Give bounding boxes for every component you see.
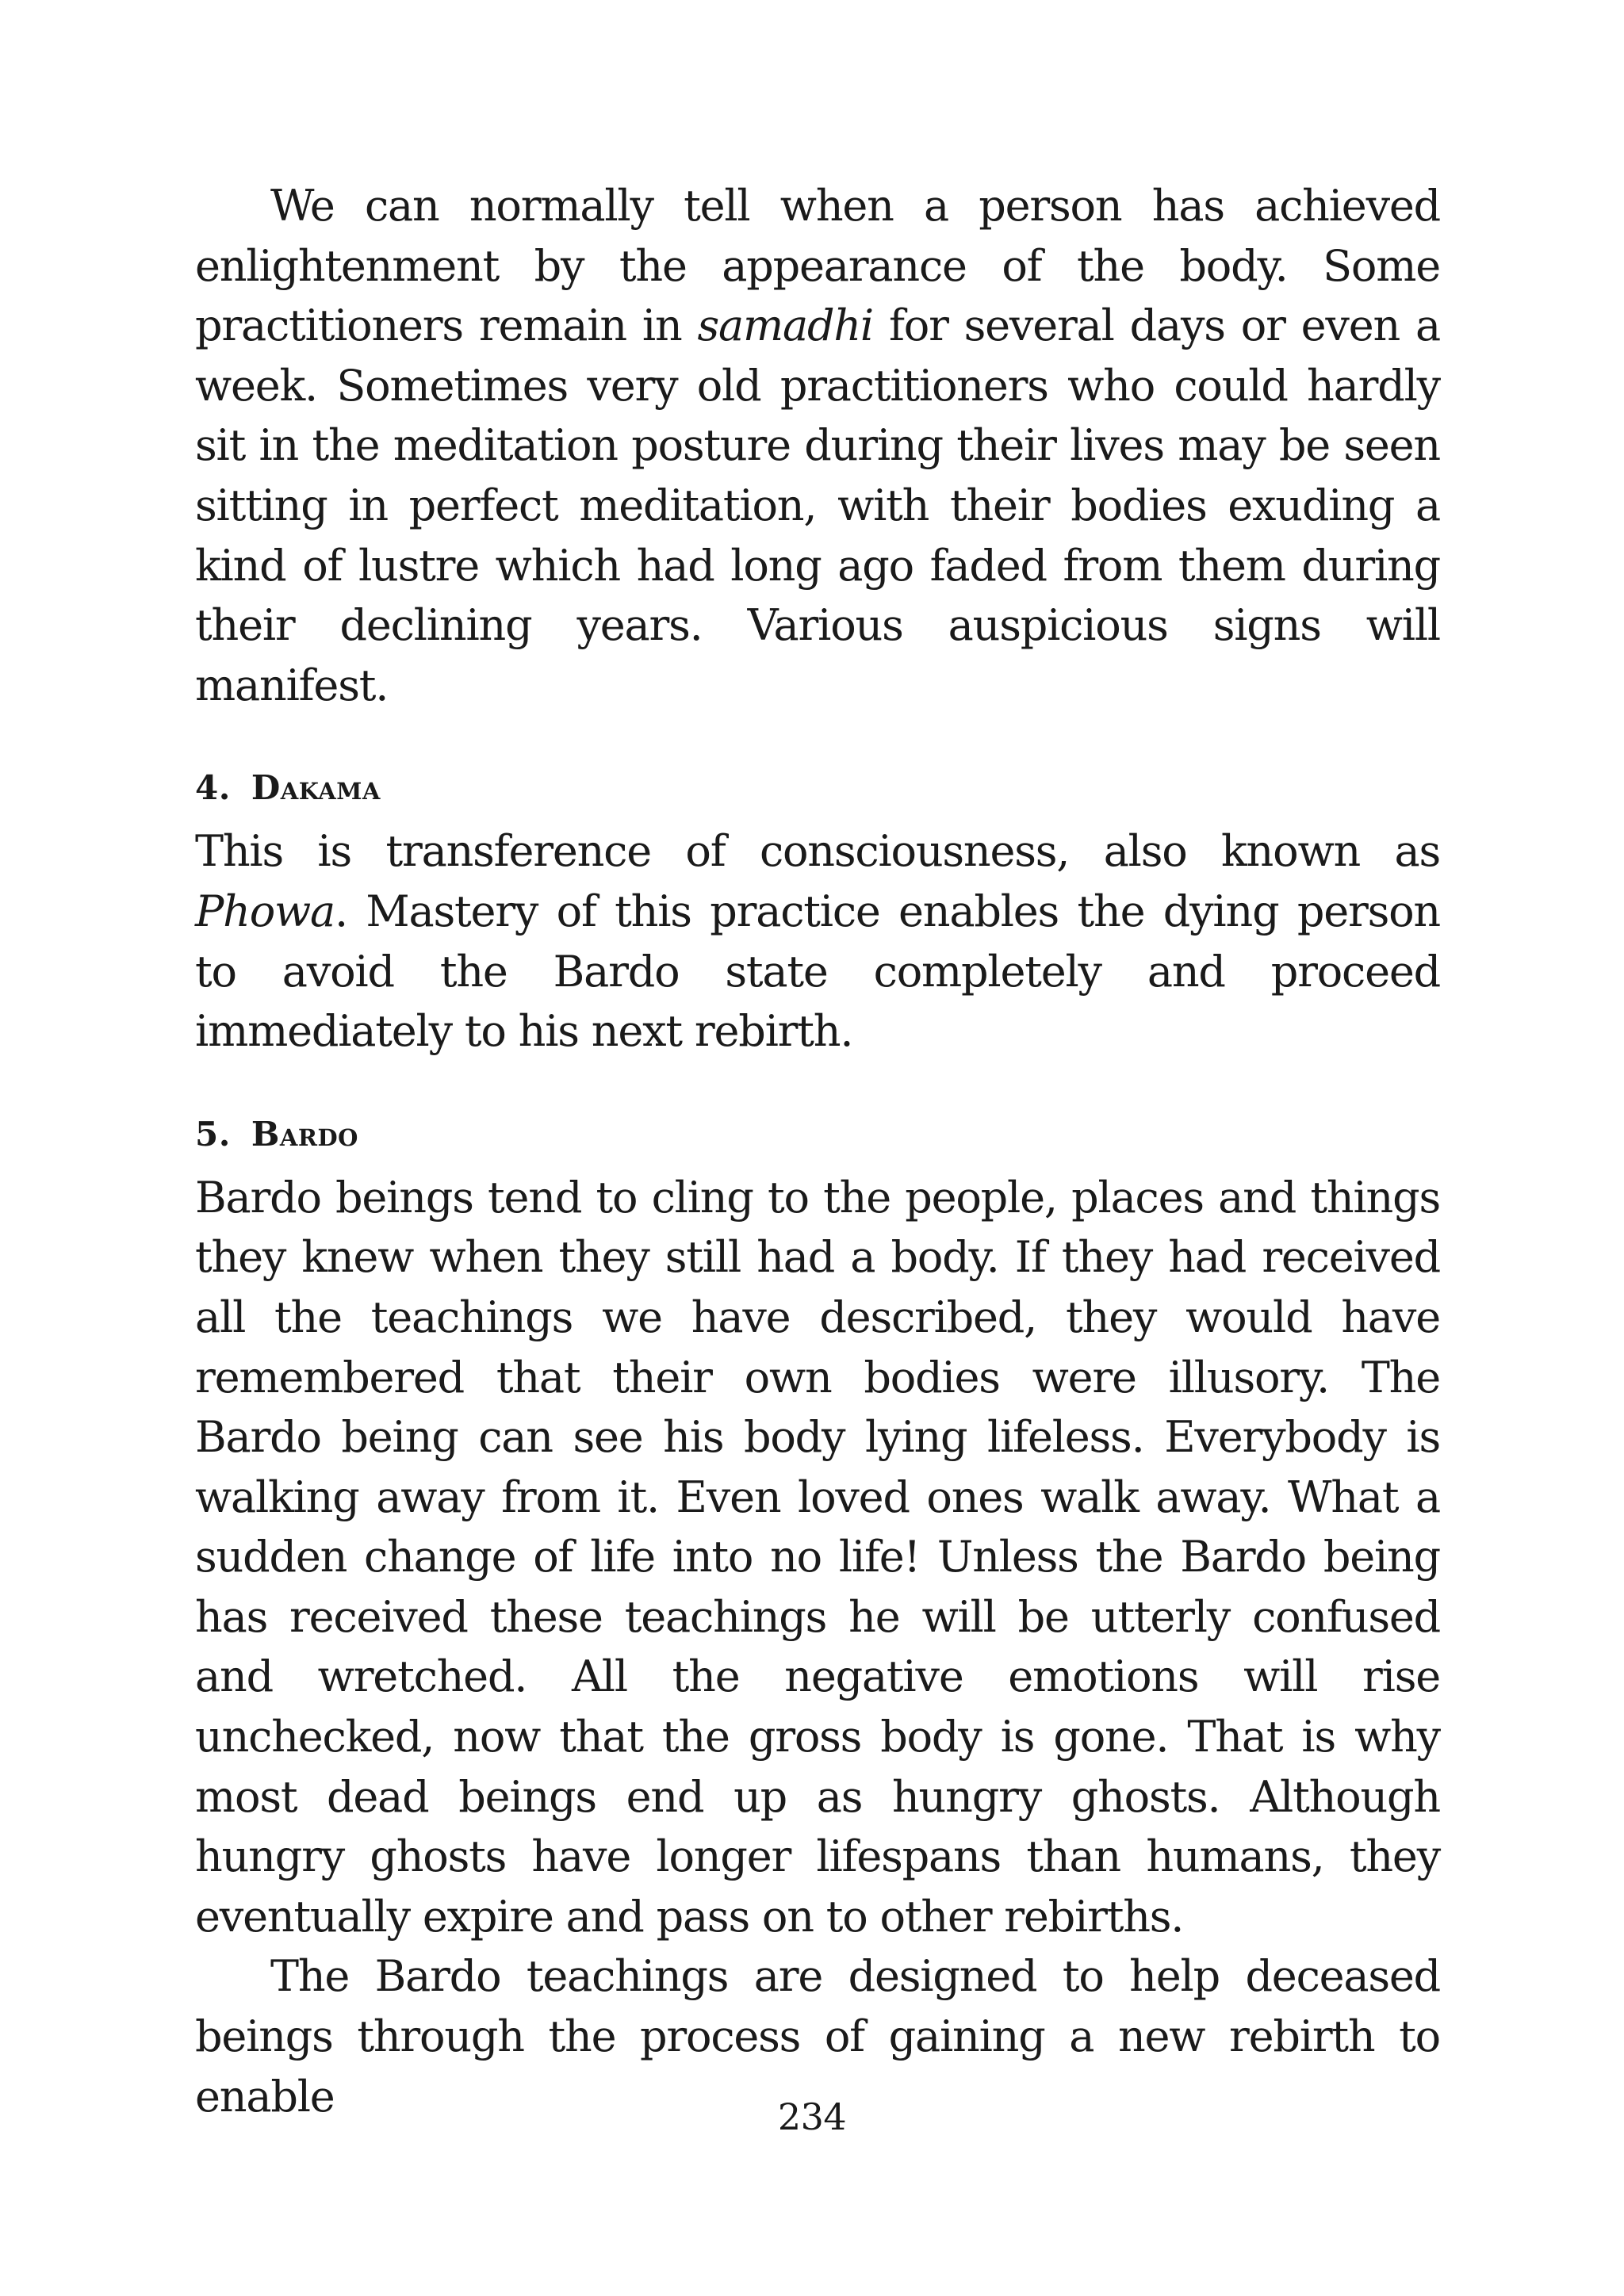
section-heading-dakama	[195, 764, 1440, 812]
paragraph-bardo-teachings: The Bardo teachings are designed to help deceased beings through the process of gaining a new rebirth to enable	[195, 1951, 1440, 2122]
paragraph-dakama	[195, 821, 1440, 1061]
section-heading-bardo	[195, 1111, 1440, 1158]
section-number: 5.	[195, 1114, 231, 1154]
paragraph-enlightenment	[195, 176, 1440, 715]
section-title: Dakama	[251, 768, 381, 808]
section-title: Bardo	[251, 1114, 358, 1154]
page-body	[195, 176, 1440, 2126]
italic-term-phowa: Phowa	[195, 886, 335, 936]
paragraph-text: This is transference of consciousness, also known as	[195, 826, 1440, 877]
paragraph-text: . Mastery of this practice enables the dying person to avoid the Bardo state completely and proceed immediately to his next rebirth.	[195, 886, 1440, 1057]
section-number: 4.	[195, 768, 231, 808]
page-number: 234	[777, 2095, 847, 2138]
paragraph-text: We can normally tell when a person has achieved enlightenment by the appearance of the body. Some practitioners remain in	[195, 181, 1440, 351]
paragraph-bardo: Bardo beings tend to cling to the people, places and things they knew when they still had a body. If they had received all the teachings we have described, they would have remembered that their own bodies were illusory. The Bardo being can see his body lying lifeless. Everybody is walking away from it. Even loved ones walk away. What a sudden change of life into no life! Unless the Bardo being has received these teachings he will be utterly confused and wretched. All the negative emotions will rise unchecked, now that the gross body is gone. That is why most dead beings end up as hungry ghosts. Although hungry ghosts have longer lifespans than humans, they eventually expire and pass on to other rebirths.	[195, 1172, 1440, 1942]
italic-term-samadhi: samadhi	[697, 300, 874, 351]
paragraph-text: for several days or even a week. Sometimes very old practitioners who could hardly sit in the meditation posture during their lives may be seen sitting in perfect meditation, with their bodies exuding a kind of lustre which had long ago faded from them during their declining years. Various auspicious signs will manifest.	[195, 300, 1440, 710]
